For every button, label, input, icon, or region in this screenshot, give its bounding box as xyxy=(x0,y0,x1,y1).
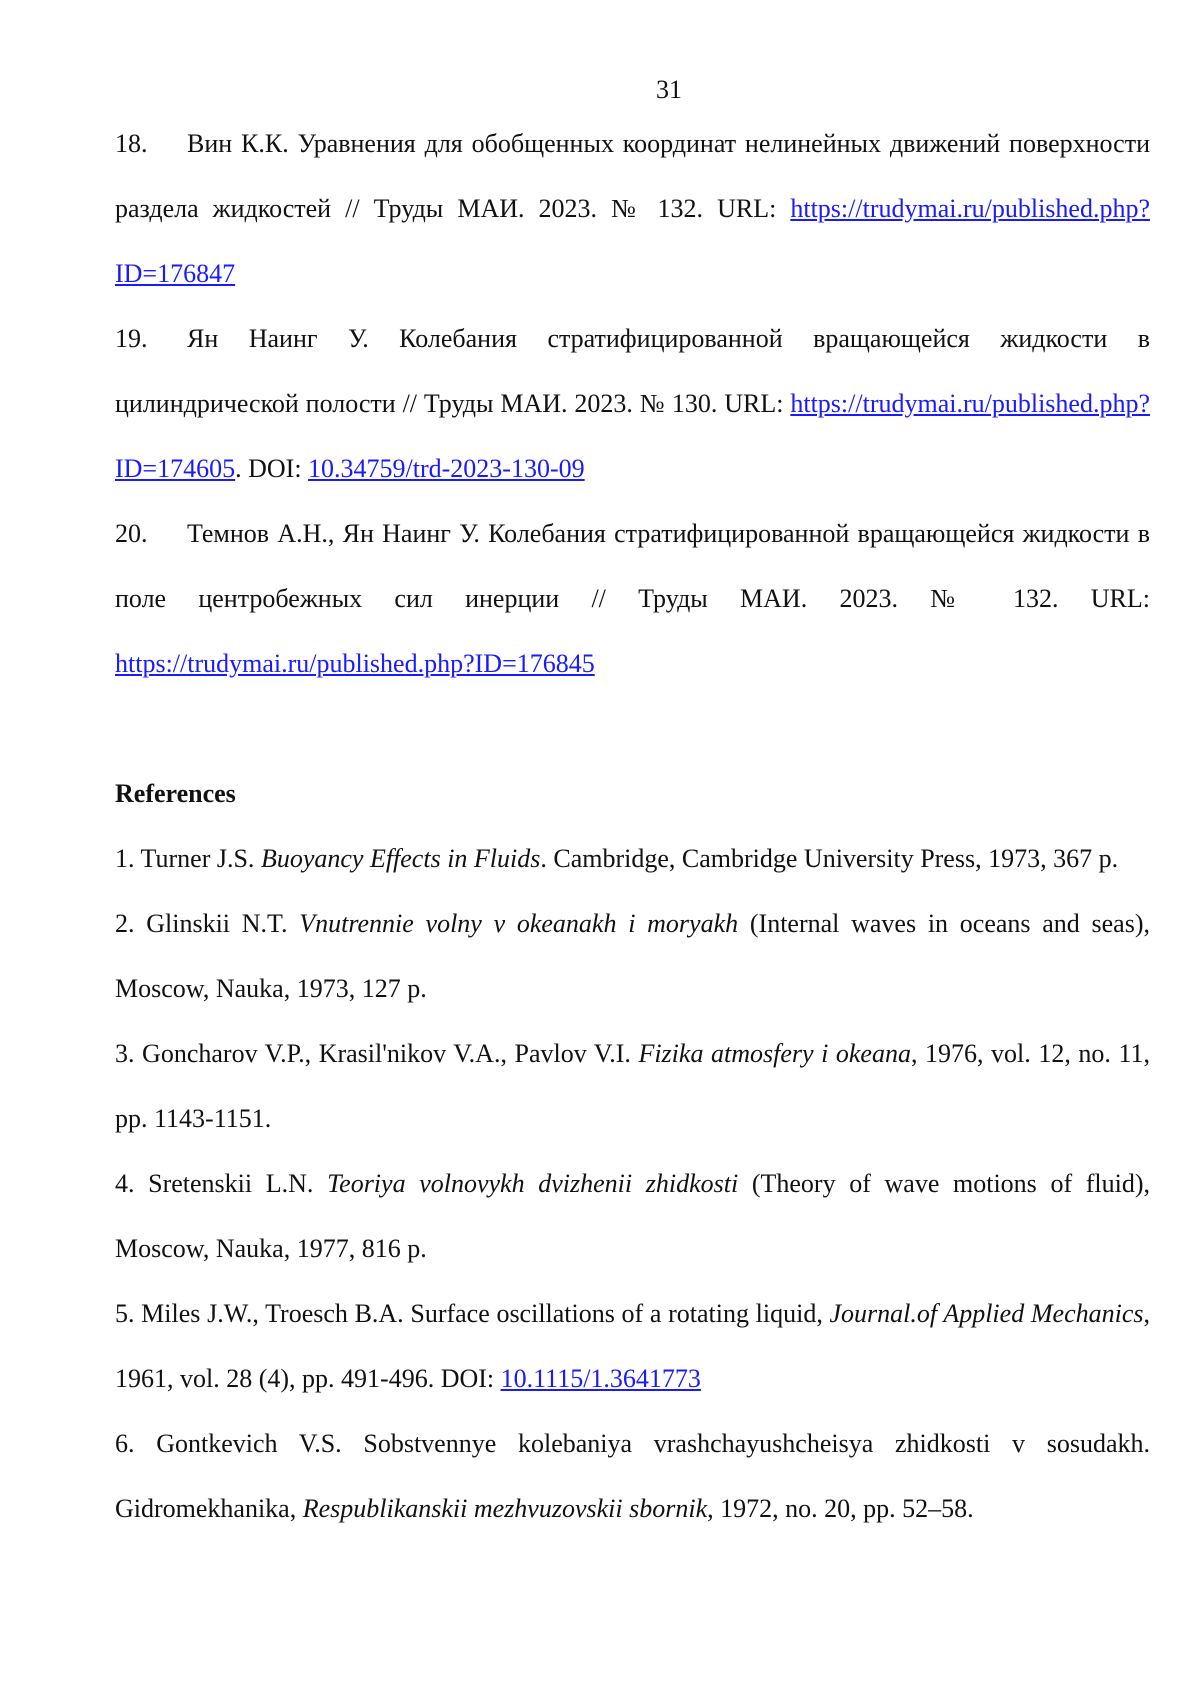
ref-text: Вин К.К. Уравнения для обобщенных координат нелинейных движений поверхности раздела жидкостей // Труды МАИ. 2023. № 132. URL: xyxy=(115,129,1150,223)
ref-text-after: (Theory of wave motions of fluid), Moscow, Nauka, 1977, 816 p. xyxy=(115,1169,1151,1263)
ref-text-before: Sretenskii L.N. xyxy=(134,1169,328,1198)
ref-title-italic: Teoriya volnovykh dvizhenii zhidkosti xyxy=(327,1169,739,1198)
ref-text-after: , 1976, vol. 12, no. 11, pp. 1143-1151. xyxy=(115,1039,1150,1133)
ref-text-before: Turner J.S. xyxy=(134,844,261,873)
en-reference-1 xyxy=(115,826,1150,891)
ref-text-after: , 1972, no. 20, pp. 52–58. xyxy=(707,1494,974,1523)
section-gap xyxy=(115,696,1150,761)
ref-doi-link[interactable]: 10.34759/trd-2023-130-09 xyxy=(308,454,585,483)
ref-text: Ян Наинг У. Колебания стратифицированной вращающейся жидкости в цилиндрической полости // Труды МАИ. 2023. № 130. URL: xyxy=(115,324,1150,418)
ref-number: 19. xyxy=(115,324,148,353)
ref-url-link[interactable]: https://trudymai.ru/published.php?ID=176847 xyxy=(115,194,1150,288)
ref-number: 18. xyxy=(115,129,148,158)
ref-text-before: Gontkevich V.S. Sobstvennye kolebaniya vrashchayushcheisya zhidkosti v sosudakh. Gidromekhanika, xyxy=(115,1429,1150,1523)
ref-number: 5. xyxy=(115,1299,135,1328)
ref-text-before: Glinskii N.T. xyxy=(134,909,300,938)
ref-text-before: Goncharov V.P., Krasil'nikov V.A., Pavlov V.I. xyxy=(134,1039,639,1068)
ref-title-italic: Fizika atmosfery i okeana xyxy=(638,1039,911,1068)
ref-doi-link[interactable]: 10.1115/1.3641773 xyxy=(500,1364,701,1393)
en-reference-5 xyxy=(115,1281,1150,1411)
references-heading: References xyxy=(115,779,236,808)
ref-title-italic: Vnutrennie volny v okeanakh i moryakh xyxy=(299,909,739,938)
ref-title-italic: Journal.of Applied Mechanics xyxy=(829,1299,1144,1328)
en-reference-3 xyxy=(115,1021,1150,1151)
ref-text: Темнов А.Н., Ян Наинг У. Колебания стратифицированной вращающейся жидкости в поле центробежных сил инерции // Труды МАИ. 2023. № 132. URL: xyxy=(115,519,1150,613)
ref-title-italic: Respublikanskii mezhvuzovskii sbornik xyxy=(302,1494,708,1523)
en-reference-2 xyxy=(115,891,1150,1021)
ru-reference-20 xyxy=(115,501,1150,696)
ref-number: 3. xyxy=(115,1039,135,1068)
en-reference-6 xyxy=(115,1411,1150,1541)
ref-text-after: . Cambridge, Cambridge University Press, 1973, 367 p. xyxy=(540,844,1119,873)
doi-prefix: DOI: xyxy=(434,1364,501,1393)
ref-url-link[interactable]: https://trudymai.ru/published.php?ID=174605 xyxy=(115,389,1150,483)
ref-text-after: , 1961, vol. 28 (4), pp. 491-496. xyxy=(115,1299,1150,1393)
ref-title-italic: Buoyancy Effects in Fluids xyxy=(260,844,541,873)
doi-prefix: . DOI: xyxy=(235,454,309,483)
ref-number: 2. xyxy=(115,909,135,938)
ref-text-before: Miles J.W., Troesch B.A. Surface oscillations of a rotating liquid, xyxy=(134,1299,830,1328)
ref-number: 4. xyxy=(115,1169,135,1198)
ru-reference-19 xyxy=(115,306,1150,501)
ref-number: 1. xyxy=(115,844,135,873)
ref-number: 20. xyxy=(115,519,148,548)
ref-text-after: (Internal waves in oceans and seas), Moscow, Nauka, 1973, 127 p. xyxy=(115,909,1150,1003)
page-number: 31 xyxy=(656,75,682,104)
references-content xyxy=(115,111,1150,1541)
ru-reference-18 xyxy=(115,111,1150,306)
ref-number: 6. xyxy=(115,1429,135,1458)
en-reference-4 xyxy=(115,1151,1150,1281)
ref-url-link[interactable]: https://trudymai.ru/published.php?ID=176845 xyxy=(115,649,595,678)
